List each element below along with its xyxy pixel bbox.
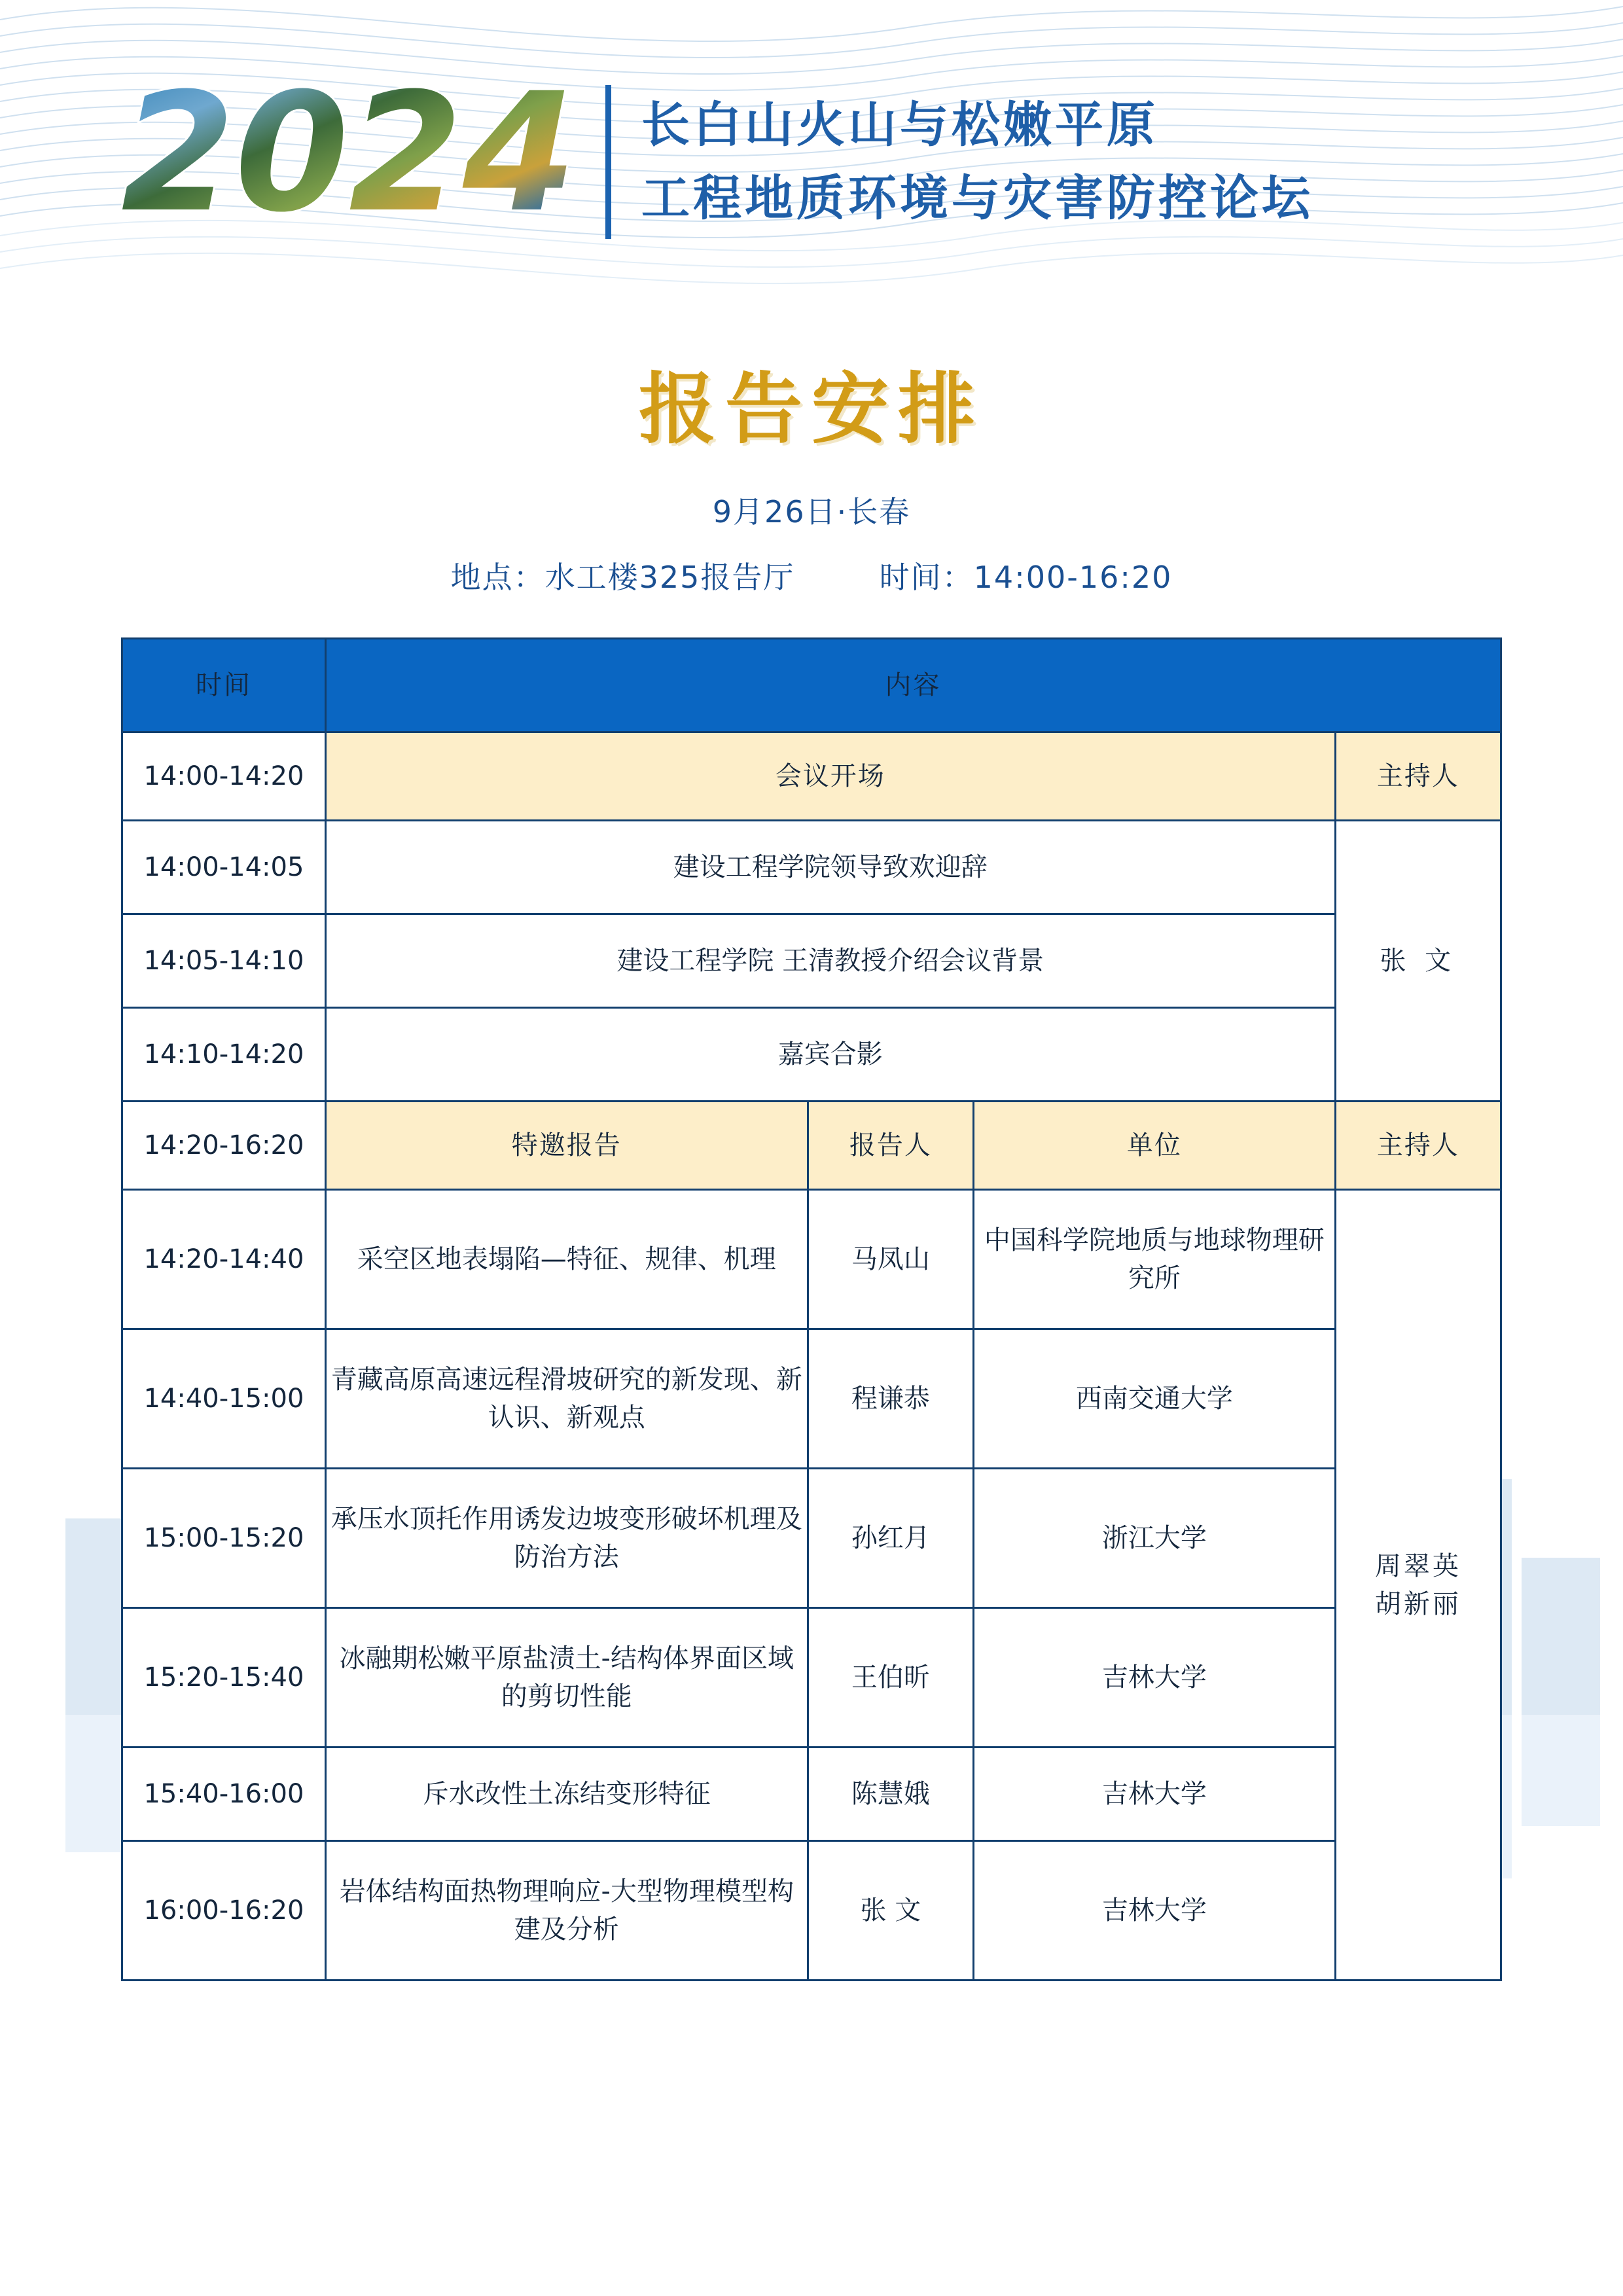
schedule-table — [121, 637, 1502, 1981]
row-content: 嘉宾合影 — [325, 1008, 1335, 1102]
row-unit: 吉林大学 — [974, 1841, 1336, 1981]
row-speaker: 马凤山 — [808, 1190, 973, 1329]
row-time: 16:00-16:20 — [122, 1841, 326, 1981]
row-time: 14:20-14:40 — [122, 1190, 326, 1329]
section1-host-label: 主持人 — [1335, 732, 1501, 821]
table-row — [122, 1841, 1501, 1981]
table-row — [122, 1008, 1501, 1102]
row-topic: 承压水顶托作用诱发边坡变形破坏机理及防治方法 — [325, 1469, 808, 1608]
row-unit: 西南交通大学 — [974, 1329, 1336, 1469]
section1-title: 会议开场 — [325, 732, 1335, 821]
row-speaker: 张 文 — [808, 1841, 973, 1981]
page-title: 报告安排 — [638, 364, 984, 454]
row-speaker: 王伯昕 — [808, 1608, 973, 1748]
header-time: 时间 — [122, 639, 326, 732]
section2-time: 14:20-16:20 — [122, 1102, 326, 1190]
svg-text:2024: 2024 — [121, 69, 577, 248]
row-unit: 吉林大学 — [974, 1608, 1336, 1748]
section-invited-band — [122, 1102, 1501, 1190]
row-topic: 斥水改性土冻结变形特征 — [325, 1748, 808, 1841]
row-unit: 浙江大学 — [974, 1469, 1336, 1608]
row-topic: 冰融期松嫩平原盐渍土-结构体界面区域的剪切性能 — [325, 1608, 808, 1748]
time-label: 时间：14:00-16:20 — [879, 560, 1173, 595]
table-row — [122, 1469, 1501, 1608]
row-time: 14:05-14:10 — [122, 914, 326, 1008]
row-topic: 采空区地表塌陷—特征、规律、机理 — [325, 1190, 808, 1329]
row-time: 15:20-15:40 — [122, 1608, 326, 1748]
forum-title-line-2: 工程地质环境与灾害防控论坛 — [641, 170, 1313, 226]
table-row — [122, 821, 1501, 914]
forum-title — [641, 88, 1531, 235]
table-row — [122, 914, 1501, 1008]
row-unit: 吉林大学 — [974, 1748, 1336, 1841]
table-row — [122, 1190, 1501, 1329]
row-time: 15:00-15:20 — [122, 1469, 326, 1608]
page-header — [0, 0, 1623, 308]
section2-host-2: 胡新丽 — [1374, 1588, 1461, 1619]
header-content: 内容 — [325, 639, 1501, 732]
row-time: 14:40-15:00 — [122, 1329, 326, 1469]
section2-hosts — [1335, 1190, 1501, 1981]
section2-title: 特邀报告 — [325, 1102, 808, 1190]
row-time: 14:10-14:20 — [122, 1008, 326, 1102]
col-speaker: 报告人 — [808, 1102, 973, 1190]
row-time: 15:40-16:00 — [122, 1748, 326, 1841]
row-unit: 中国科学院地质与地球物理研究所 — [974, 1190, 1336, 1329]
header-divider — [605, 85, 611, 239]
col-unit: 单位 — [974, 1102, 1336, 1190]
row-time: 14:00-14:05 — [122, 821, 326, 914]
row-speaker: 程谦恭 — [808, 1329, 973, 1469]
section2-host-1: 周翠英 — [1374, 1551, 1461, 1581]
event-venue-time — [0, 554, 1623, 597]
schedule-table-wrapper — [121, 637, 1502, 1981]
event-date: 9月26日·长春 — [712, 494, 911, 529]
row-topic: 岩体结构面热物理响应-大型物理模型构建及分析 — [325, 1841, 808, 1981]
year-logo — [121, 69, 592, 252]
venue-label: 地点：水工楼325报告厅 — [450, 560, 795, 595]
row-content: 建设工程学院 王清教授介绍会议背景 — [325, 914, 1335, 1008]
row-speaker: 孙红月 — [808, 1469, 973, 1608]
row-speaker: 陈慧娥 — [808, 1748, 973, 1841]
section-opening-band — [122, 732, 1501, 821]
forum-title-line-1: 长白山火山与松嫩平原 — [641, 97, 1158, 153]
table-row — [122, 1748, 1501, 1841]
table-row — [122, 1329, 1501, 1469]
col-host: 主持人 — [1335, 1102, 1501, 1190]
row-content: 建设工程学院领导致欢迎辞 — [325, 821, 1335, 914]
table-header-row — [122, 639, 1501, 732]
section1-host: 张 文 — [1335, 821, 1501, 1102]
row-topic: 青藏高原高速远程滑坡研究的新发现、新认识、新观点 — [325, 1329, 808, 1469]
section1-time: 14:00-14:20 — [122, 732, 326, 821]
table-row — [122, 1608, 1501, 1748]
